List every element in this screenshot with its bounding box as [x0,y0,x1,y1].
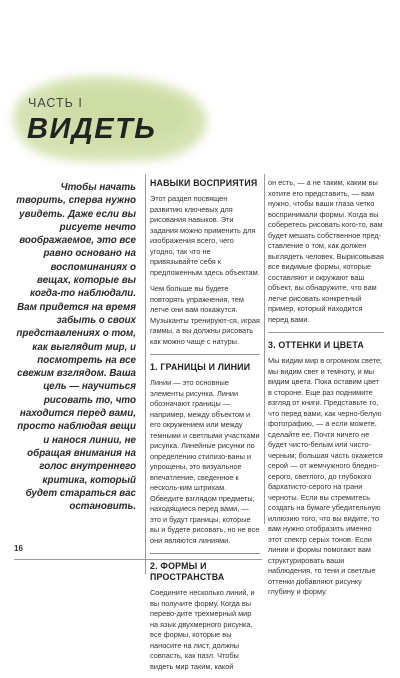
section-divider [268,332,384,333]
body-paragraph: Линии — это основные элементы рисунка. Линии обозначают границы — например, между объектом и его окружением или между темными и светлыми участками рисунка. Линейные рисунки по определению стилизо-ваны и упрощены, это визуальное впечатление, сведенное к несколь-ким штрихам. Обведите взглядом предметы, находящиеся перед вами, — это и будут границы, которые вы и будете рисовать, но не все они являются линиями. [150,378,260,545]
section-heading: 3. ОТТЕНКИ И ЦВЕТА [268,340,364,350]
section-heading: 1. ГРАНИЦЫ И ЛИНИИ [150,362,251,372]
bottom-rule [14,559,262,560]
body-paragraph: Мы видим мир в огромном свете; мы видим свет и темноту, и мы видим цвета. Пока оставим цвет в стороне. Еще раз поднимите взгляд от книги. Представьте то, что перед вами, как черно-белую фотографию, — а если можете, сделайте ее. Почти ничего не будет чисто-белым или чисто-черным; большая часть окажется серой — от жемчужного бледно-серого, светлого, до глубокого бархатисто-серого на грани черноты. Если вы стремитесь создать на бумаге убедительную иллюзию того, что вы видите, то вам нужно отобразить именно этот спектр серых тонов. Если линии и формы помогают вам структурировать ваши наблюдения, то тени и светлые оттенки добавляют рисунку глубину и форму. [268,356,383,596]
chapter-title: ВИДЕТЬ [27,113,157,145]
section-divider [150,354,260,355]
intro-paragraph: Чтобы начать творить, сперва нужно увидеть. Даже если вы рисуете нечто воображаемое, это все равно основано на воспоминаниях о вещах, которые вы когда-то наблюдали. Вам придется на время забыть о своих представлениях о том, как выглядит мир, и посмотреть на все свежим взглядом. Ваша цель — научиться рисовать то, что находится перед вами, просто наблюдая вещи и нанося линии, не обращая внимания на голос внутреннего критика, который будет стараться вас остановить. [16,182,136,513]
body-paragraph: Соедините несколько линий, и вы получите форму. Когда вы перево-дите трехмерный мир на язык двухмерного рисунка, все формы, которые вы наносите на лист, должны совпасть, как пазл. Чтобы видеть мир таким, какой [150,588,255,671]
text-column-middle [150,178,260,678]
part-label: ЧАСТЬ I [28,96,83,110]
column-divider [145,174,146,574]
body-paragraph: Этот раздел посвящен развитию ключевых для рисования навыков. Эти задания можно применить для изображения всего, чего угодно, так что не привязывайте себя к предложенным здесь объектам. [150,194,260,277]
body-paragraph: он есть, — а не таким, каким вы хотите его представить, — вам нужно, чтобы ваши глаза четко воспринимали формы. Когда вы соберетесь рисовать кого-то, вам будет мешать собственное пред-ставление о том, как должен выглядеть человек. Вырисовывая все видимые формы, которые составляют и окружают ваш объект, вы обнаружите, что вам легче рисовать конкретный пример, который находится перед вами. [268,178,384,324]
section-heading: НАВЫКИ ВОСПРИЯТИЯ [150,178,258,188]
text-column-right [268,178,384,604]
body-paragraph: Чем больше вы будете повторять упражнения, тем легче они вам покажутся. Музыканты тренируют-ся, играя гаммы, а вы должны рисовать как можно чаще с натуры. [150,284,260,346]
section-divider [150,553,260,554]
page-number: 16 [14,544,23,553]
column-divider [264,174,265,524]
section-heading: 2. ФОРМЫ И ПРОСТРАНСТВА [150,561,225,582]
